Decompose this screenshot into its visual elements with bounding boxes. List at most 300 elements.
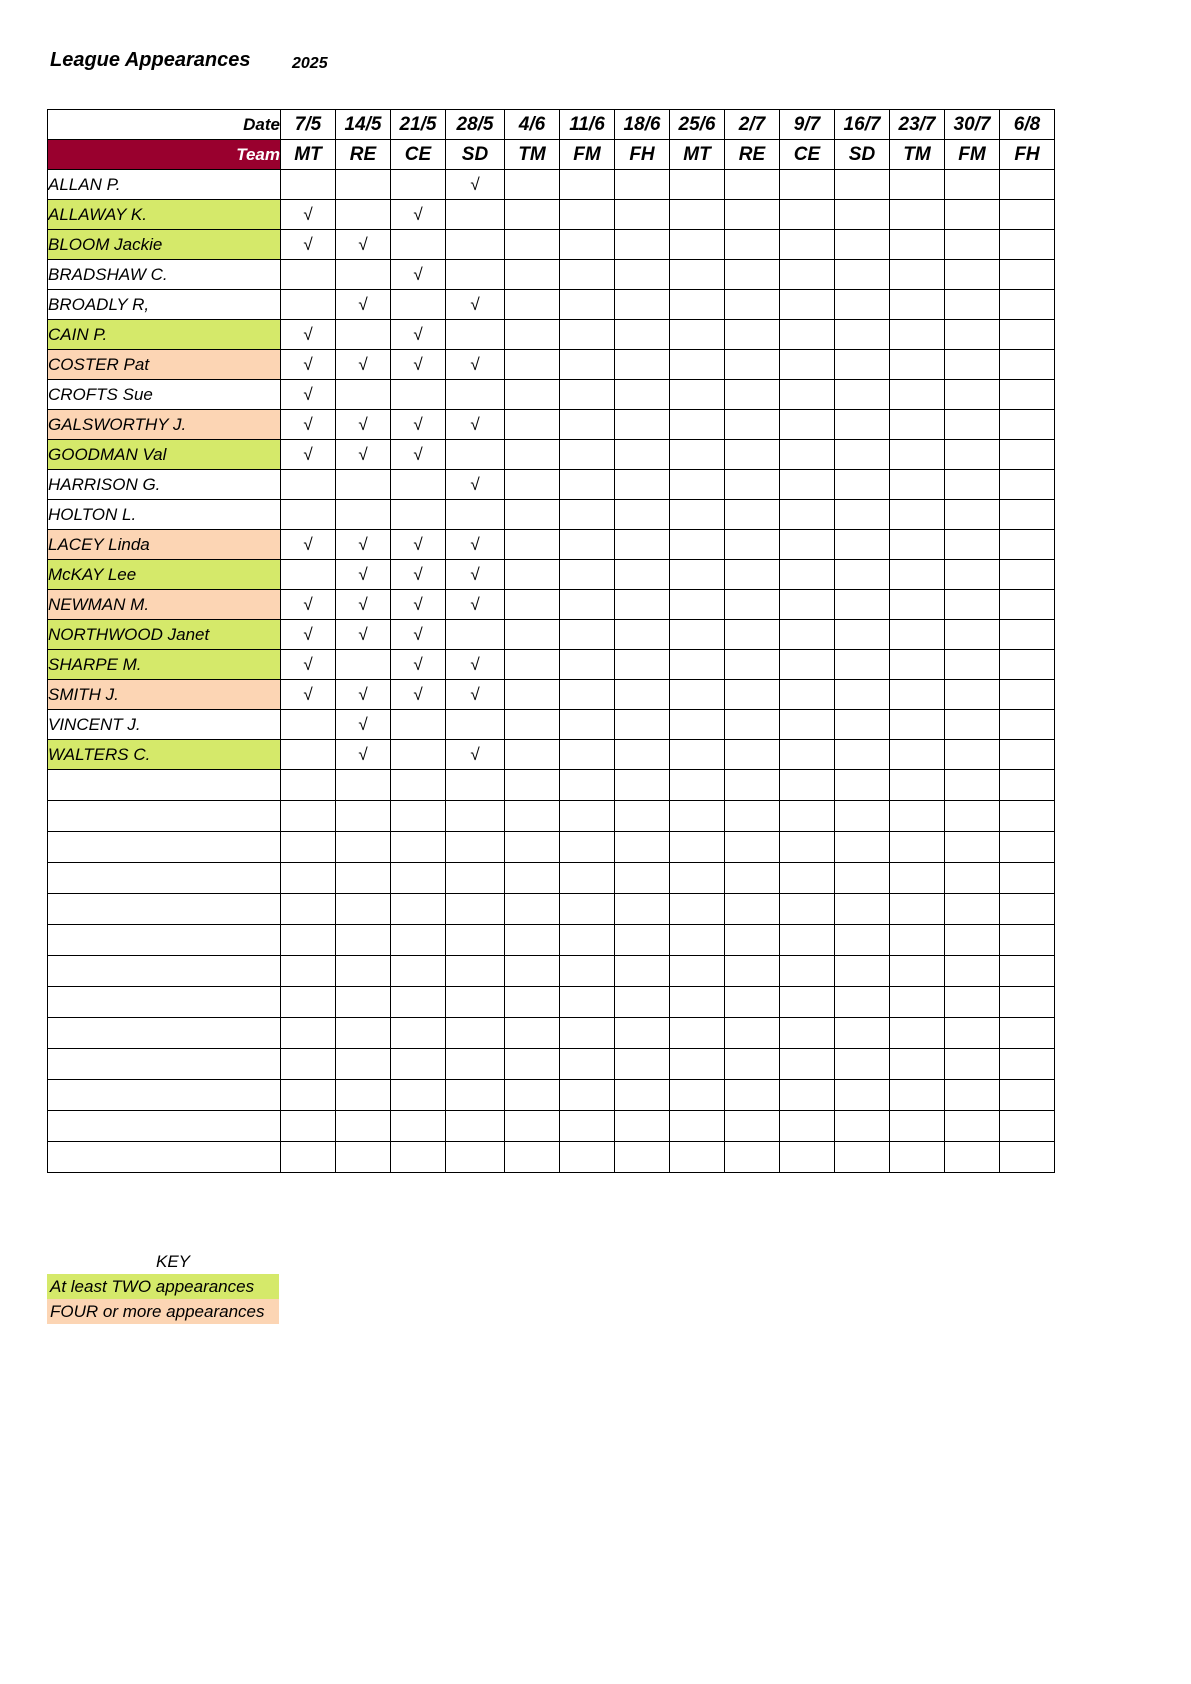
empty-cell — [780, 1018, 835, 1049]
appearance-cell — [945, 380, 1000, 410]
empty-cell — [560, 1049, 615, 1080]
appearance-cell: √ — [446, 740, 505, 770]
appearance-cell — [336, 320, 391, 350]
appearance-cell — [615, 320, 670, 350]
player-row — [48, 410, 1055, 440]
appearance-cell — [560, 410, 615, 440]
empty-cell — [336, 956, 391, 987]
date-header-cell: 25/6 — [670, 110, 725, 140]
appearance-cell: √ — [391, 410, 446, 440]
player-name: ALLAN P. — [48, 170, 281, 200]
empty-cell — [890, 1142, 945, 1173]
empty-cell — [725, 987, 780, 1018]
appearance-cell — [446, 260, 505, 290]
date-label: Date — [48, 110, 281, 140]
date-header-cell: 23/7 — [890, 110, 945, 140]
empty-cell — [560, 832, 615, 863]
empty-cell — [615, 894, 670, 925]
appearance-cell — [505, 680, 560, 710]
appearance-cell — [615, 380, 670, 410]
player-name: HARRISON G. — [48, 470, 281, 500]
appearance-cell — [615, 530, 670, 560]
team-header-cell: MT — [281, 140, 336, 170]
appearance-cell: √ — [446, 650, 505, 680]
appearance-cell — [670, 530, 725, 560]
appearance-cell — [780, 440, 835, 470]
appearance-cell — [505, 380, 560, 410]
appearance-cell — [1000, 200, 1055, 230]
player-name: NEWMAN M. — [48, 590, 281, 620]
appearance-cell — [446, 620, 505, 650]
appearance-cell — [560, 560, 615, 590]
empty-cell — [391, 956, 446, 987]
empty-cell — [890, 863, 945, 894]
appearance-cell — [615, 200, 670, 230]
empty-cell — [336, 1049, 391, 1080]
appearance-cell — [670, 620, 725, 650]
appearance-cell — [505, 440, 560, 470]
date-header-cell: 18/6 — [615, 110, 670, 140]
appearance-cell — [725, 200, 780, 230]
empty-cell — [1000, 987, 1055, 1018]
empty-cell — [670, 894, 725, 925]
appearance-cell — [1000, 470, 1055, 500]
empty-cell — [1000, 1049, 1055, 1080]
appearance-cell — [615, 560, 670, 590]
appearance-cell — [945, 740, 1000, 770]
appearance-cell — [1000, 290, 1055, 320]
appearance-cell — [890, 200, 945, 230]
empty-cell — [336, 1018, 391, 1049]
appearance-cell — [560, 710, 615, 740]
player-name: WALTERS C. — [48, 740, 281, 770]
empty-cell — [890, 1049, 945, 1080]
appearance-cell — [560, 620, 615, 650]
empty-cell — [391, 832, 446, 863]
empty-cell — [281, 863, 336, 894]
appearance-cell — [780, 260, 835, 290]
blank-row — [48, 832, 1055, 863]
player-name: VINCENT J. — [48, 710, 281, 740]
empty-cell — [1000, 894, 1055, 925]
empty-cell — [446, 801, 505, 832]
appearance-cell — [835, 470, 890, 500]
empty-cell — [446, 1018, 505, 1049]
appearance-cell — [725, 230, 780, 260]
empty-cell — [780, 894, 835, 925]
team-header-cell: FM — [945, 140, 1000, 170]
empty-cell — [446, 956, 505, 987]
empty-cell — [725, 1018, 780, 1049]
appearance-cell — [725, 320, 780, 350]
empty-cell — [780, 770, 835, 801]
empty-cell — [780, 1111, 835, 1142]
appearance-cell — [780, 740, 835, 770]
empty-cell — [780, 1080, 835, 1111]
appearance-cell — [670, 320, 725, 350]
empty-cell — [670, 770, 725, 801]
player-name: GOODMAN Val — [48, 440, 281, 470]
player-name: GALSWORTHY J. — [48, 410, 281, 440]
appearance-cell — [890, 260, 945, 290]
appearance-cell — [1000, 680, 1055, 710]
empty-cell — [505, 770, 560, 801]
appearance-cell — [446, 320, 505, 350]
appearance-cell — [615, 170, 670, 200]
appearance-cell: √ — [281, 410, 336, 440]
empty-cell — [48, 1049, 281, 1080]
appearance-cell — [670, 410, 725, 440]
appearance-cell — [725, 170, 780, 200]
appearance-cell — [505, 500, 560, 530]
empty-cell — [615, 863, 670, 894]
player-row — [48, 320, 1055, 350]
empty-cell — [945, 956, 1000, 987]
empty-cell — [890, 832, 945, 863]
appearance-cell — [560, 200, 615, 230]
appearance-cell — [670, 470, 725, 500]
appearance-cell — [945, 440, 1000, 470]
appearance-cell — [391, 710, 446, 740]
appearance-cell — [725, 650, 780, 680]
player-row — [48, 620, 1055, 650]
appearances-table — [47, 109, 1055, 1173]
empty-cell — [48, 925, 281, 956]
empty-cell — [670, 1049, 725, 1080]
appearance-cell: √ — [391, 590, 446, 620]
appearance-cell — [1000, 500, 1055, 530]
appearance-cell — [890, 530, 945, 560]
team-header-cell: RE — [336, 140, 391, 170]
appearance-cell: √ — [446, 590, 505, 620]
empty-cell — [1000, 1111, 1055, 1142]
empty-cell — [780, 863, 835, 894]
appearance-cell — [725, 590, 780, 620]
appearance-cell — [945, 290, 1000, 320]
empty-cell — [780, 832, 835, 863]
empty-cell — [446, 1142, 505, 1173]
player-row — [48, 290, 1055, 320]
appearance-cell — [560, 470, 615, 500]
date-header-cell: 4/6 — [505, 110, 560, 140]
empty-cell — [670, 1111, 725, 1142]
empty-cell — [890, 1018, 945, 1049]
empty-cell — [281, 801, 336, 832]
empty-cell — [48, 1080, 281, 1111]
team-header-cell: FH — [615, 140, 670, 170]
appearance-cell — [505, 590, 560, 620]
player-row — [48, 500, 1055, 530]
empty-cell — [1000, 1018, 1055, 1049]
empty-cell — [560, 863, 615, 894]
appearance-cell — [336, 500, 391, 530]
appearance-cell — [615, 740, 670, 770]
appearance-cell — [945, 320, 1000, 350]
player-name: COSTER Pat — [48, 350, 281, 380]
appearance-cell — [780, 710, 835, 740]
appearance-cell — [945, 650, 1000, 680]
team-header-cell: RE — [725, 140, 780, 170]
empty-cell — [1000, 770, 1055, 801]
empty-cell — [336, 987, 391, 1018]
appearance-cell: √ — [336, 560, 391, 590]
appearance-cell — [780, 680, 835, 710]
appearance-cell — [725, 470, 780, 500]
appearance-cell — [391, 230, 446, 260]
appearance-cell — [505, 740, 560, 770]
appearance-cell: √ — [446, 170, 505, 200]
appearance-cell: √ — [281, 320, 336, 350]
empty-cell — [48, 1018, 281, 1049]
appearance-cell — [505, 230, 560, 260]
player-row — [48, 200, 1055, 230]
player-row — [48, 560, 1055, 590]
empty-cell — [725, 956, 780, 987]
date-header-cell: 6/8 — [1000, 110, 1055, 140]
player-name: SMITH J. — [48, 680, 281, 710]
appearance-cell — [780, 620, 835, 650]
empty-cell — [780, 1049, 835, 1080]
appearance-cell — [281, 170, 336, 200]
empty-cell — [560, 1080, 615, 1111]
appearance-cell — [835, 590, 890, 620]
empty-cell — [1000, 801, 1055, 832]
appearance-cell — [560, 530, 615, 560]
appearance-cell — [1000, 740, 1055, 770]
team-header-cell: TM — [890, 140, 945, 170]
appearance-cell — [725, 620, 780, 650]
appearance-cell — [1000, 620, 1055, 650]
appearance-cell — [336, 380, 391, 410]
team-header-cell: SD — [446, 140, 505, 170]
player-row — [48, 380, 1055, 410]
appearance-cell — [725, 380, 780, 410]
player-row — [48, 440, 1055, 470]
blank-row — [48, 987, 1055, 1018]
empty-cell — [835, 863, 890, 894]
empty-cell — [505, 956, 560, 987]
empty-cell — [670, 925, 725, 956]
empty-cell — [48, 956, 281, 987]
appearance-cell — [780, 470, 835, 500]
appearance-cell — [391, 380, 446, 410]
player-name: BROADLY R, — [48, 290, 281, 320]
appearance-cell — [505, 350, 560, 380]
appearance-cell — [890, 740, 945, 770]
appearance-cell — [780, 350, 835, 380]
empty-cell — [780, 925, 835, 956]
date-header-cell: 2/7 — [725, 110, 780, 140]
appearance-cell: √ — [281, 590, 336, 620]
appearance-cell — [615, 350, 670, 380]
appearance-cell — [615, 500, 670, 530]
appearance-cell — [505, 410, 560, 440]
empty-cell — [725, 894, 780, 925]
appearance-cell — [835, 650, 890, 680]
empty-cell — [945, 1049, 1000, 1080]
appearance-cell — [560, 650, 615, 680]
appearance-cell — [446, 710, 505, 740]
appearance-cell: √ — [336, 680, 391, 710]
appearance-cell — [505, 260, 560, 290]
appearance-cell — [391, 470, 446, 500]
player-row — [48, 740, 1055, 770]
empty-cell — [1000, 925, 1055, 956]
appearance-cell — [890, 440, 945, 470]
empty-cell — [835, 1018, 890, 1049]
appearance-cell — [890, 410, 945, 440]
empty-cell — [48, 832, 281, 863]
empty-cell — [391, 770, 446, 801]
empty-cell — [446, 832, 505, 863]
appearance-cell — [725, 350, 780, 380]
empty-cell — [505, 1142, 560, 1173]
appearance-cell — [391, 290, 446, 320]
empty-cell — [446, 1049, 505, 1080]
appearance-cell — [890, 380, 945, 410]
appearance-cell — [945, 350, 1000, 380]
appearance-cell — [670, 680, 725, 710]
appearance-cell — [780, 560, 835, 590]
empty-cell — [945, 1111, 1000, 1142]
empty-cell — [945, 894, 1000, 925]
empty-cell — [945, 1142, 1000, 1173]
team-header-cell: MT — [670, 140, 725, 170]
empty-cell — [835, 894, 890, 925]
appearance-cell — [945, 260, 1000, 290]
appearance-cell — [945, 620, 1000, 650]
appearance-cell — [281, 470, 336, 500]
empty-cell — [391, 1080, 446, 1111]
appearance-cell — [835, 560, 890, 590]
appearance-cell: √ — [446, 470, 505, 500]
empty-cell — [615, 1049, 670, 1080]
appearance-cell: √ — [336, 230, 391, 260]
team-header-cell: SD — [835, 140, 890, 170]
empty-cell — [281, 1080, 336, 1111]
appearance-cell — [281, 290, 336, 320]
appearance-cell: √ — [281, 380, 336, 410]
appearance-cell — [560, 440, 615, 470]
empty-cell — [391, 894, 446, 925]
appearance-cell — [1000, 380, 1055, 410]
empty-cell — [835, 1142, 890, 1173]
appearance-cell — [945, 200, 1000, 230]
appearance-cell — [945, 560, 1000, 590]
date-header-cell: 14/5 — [336, 110, 391, 140]
appearance-cell — [281, 260, 336, 290]
empty-cell — [560, 956, 615, 987]
empty-cell — [446, 987, 505, 1018]
blank-row — [48, 863, 1055, 894]
empty-cell — [1000, 956, 1055, 987]
appearance-cell: √ — [281, 200, 336, 230]
date-header-cell: 16/7 — [835, 110, 890, 140]
empty-cell — [336, 801, 391, 832]
appearance-cell — [505, 320, 560, 350]
empty-cell — [670, 987, 725, 1018]
appearance-cell — [670, 230, 725, 260]
empty-cell — [48, 770, 281, 801]
empty-cell — [725, 832, 780, 863]
player-row — [48, 590, 1055, 620]
appearance-cell — [560, 590, 615, 620]
appearance-cell — [615, 260, 670, 290]
empty-cell — [725, 1142, 780, 1173]
appearance-cell — [446, 230, 505, 260]
appearance-cell: √ — [446, 290, 505, 320]
team-header-cell: FM — [560, 140, 615, 170]
empty-cell — [505, 925, 560, 956]
appearance-cell: √ — [336, 440, 391, 470]
appearance-cell — [281, 560, 336, 590]
empty-cell — [560, 1111, 615, 1142]
empty-cell — [281, 770, 336, 801]
player-row — [48, 170, 1055, 200]
empty-cell — [336, 832, 391, 863]
appearance-cell — [835, 500, 890, 530]
appearance-cell — [505, 290, 560, 320]
appearance-cell — [281, 500, 336, 530]
empty-cell — [835, 832, 890, 863]
appearance-cell — [670, 740, 725, 770]
appearance-cell — [835, 530, 890, 560]
date-header-cell: 11/6 — [560, 110, 615, 140]
empty-cell — [670, 863, 725, 894]
appearance-cell — [945, 680, 1000, 710]
appearance-cell — [670, 260, 725, 290]
blank-row — [48, 925, 1055, 956]
empty-cell — [505, 1111, 560, 1142]
empty-cell — [835, 770, 890, 801]
empty-cell — [835, 987, 890, 1018]
player-name: ALLAWAY K. — [48, 200, 281, 230]
appearance-cell — [945, 590, 1000, 620]
player-name: BRADSHAW C. — [48, 260, 281, 290]
appearance-cell — [505, 200, 560, 230]
blank-row — [48, 956, 1055, 987]
appearance-cell — [670, 350, 725, 380]
player-name: BLOOM Jackie — [48, 230, 281, 260]
appearance-cell — [336, 650, 391, 680]
page-title: League Appearances — [50, 49, 251, 71]
appearance-cell — [890, 320, 945, 350]
empty-cell — [336, 1111, 391, 1142]
empty-cell — [391, 1142, 446, 1173]
appearance-cell — [1000, 260, 1055, 290]
blank-row — [48, 1111, 1055, 1142]
empty-cell — [48, 863, 281, 894]
empty-cell — [725, 863, 780, 894]
appearance-cell — [780, 500, 835, 530]
appearance-cell — [780, 650, 835, 680]
empty-cell — [835, 956, 890, 987]
empty-cell — [725, 770, 780, 801]
appearance-cell: √ — [391, 680, 446, 710]
appearance-cell — [780, 530, 835, 560]
appearance-cell — [446, 440, 505, 470]
empty-cell — [890, 987, 945, 1018]
date-header-cell: 9/7 — [780, 110, 835, 140]
appearance-cell: √ — [336, 590, 391, 620]
empty-cell — [391, 1018, 446, 1049]
appearance-cell — [1000, 410, 1055, 440]
appearance-cell — [780, 170, 835, 200]
blank-row — [48, 1049, 1055, 1080]
empty-cell — [336, 925, 391, 956]
appearance-cell — [670, 170, 725, 200]
appearance-cell — [890, 170, 945, 200]
